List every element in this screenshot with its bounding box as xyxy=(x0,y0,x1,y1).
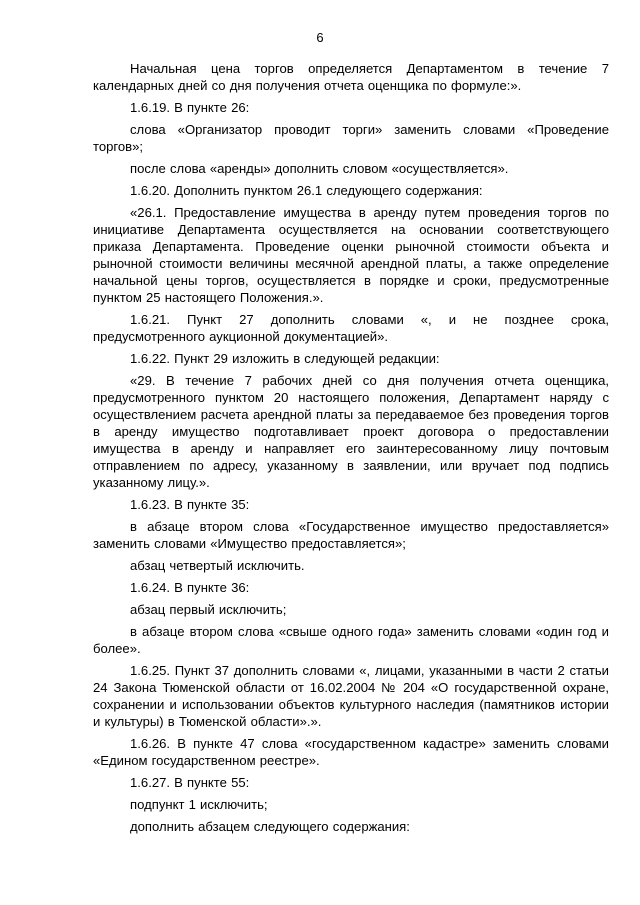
paragraph-abzac-vtoroy-36: в абзаце втором слова «свыше одного года» заменить словами «один год и более». xyxy=(93,624,609,656)
paragraph-dopolnit-abzacem: дополнить абзацем следующего содержания: xyxy=(130,819,410,834)
paragraph-1-6-25: 1.6.25. Пункт 37 дополнить словами «, лицами, указанными в части 2 статьи 24 Закона Тюменской области от 16.02.2004 № 204 «О государственной охране, сохранении и использовании объектов культурного наследия (памятников истории и культуры) в Тюменской области».». xyxy=(93,663,609,729)
paragraph-1-6-26: 1.6.26. В пункте 47 слова «государственном кадастре» заменить словами «Едином государственном реестре». xyxy=(93,736,609,768)
paragraph-1-6-23: 1.6.23. В пункте 35: xyxy=(130,497,250,512)
paragraph-abzac-pervyy: абзац первый исключить; xyxy=(130,602,287,617)
paragraph-26-1: «26.1. Предоставление имущества в аренду путем проведения торгов по инициативе Департамента осуществляется на основании соответствующего приказа Департамента. Проведение оценки рыночной стоимости объекта и рыночной стоимости величины месячной арендной платы, а также определение начальной цены торгов, осуществляется в порядке и сроки, предусмотренные пунктом 25 настоящего Положения.». xyxy=(93,205,609,305)
paragraph-1-6-24: 1.6.24. В пункте 36: xyxy=(130,580,250,595)
paragraph-organizer-words: слова «Организатор проводит торги» заменить словами «Проведение торгов»; xyxy=(93,122,609,154)
paragraph-29: «29. В течение 7 рабочих дней со дня получения отчета оценщика, предусмотренного пунктом 20 настоящего положения, Департамент наряду с осуществлением расчета арендной платы за передаваемое без проведения торгов в аренду имущество подготавливает проект договора о предоставлении имущества в аренду и направляет его заинтересованному лицу почтовым отправлением по адресу, указанному в заявлении, или вручает под подпись указанному лицу.». xyxy=(93,373,609,490)
page-number: 6 xyxy=(316,30,324,45)
document-body xyxy=(93,60,609,840)
paragraph-podpunkt-1: подпункт 1 исключить; xyxy=(130,797,268,812)
paragraph-1-6-21: 1.6.21. Пункт 27 дополнить словами «, и не позднее срока, предусмотренного аукционной документацией». xyxy=(93,312,609,344)
paragraph-after-word-arendy: после слова «аренды» дополнить словом «осуществляется». xyxy=(130,161,509,176)
paragraph-1-6-20: 1.6.20. Дополнить пунктом 26.1 следующего содержания: xyxy=(130,183,483,198)
paragraph-abzac-vtoroy-35: в абзаце втором слова «Государственное имущество предоставляется» заменить словами «Имущество предоставляется»; xyxy=(93,519,609,551)
paragraph-abzac-chetvertyy: абзац четвертый исключить. xyxy=(130,558,305,573)
paragraph-1-6-22: 1.6.22. Пункт 29 изложить в следующей редакции: xyxy=(130,351,440,366)
paragraph-1-6-27: 1.6.27. В пункте 55: xyxy=(130,775,250,790)
paragraph-1-6-19: 1.6.19. В пункте 26: xyxy=(130,100,250,115)
paragraph-initial-price: Начальная цена торгов определяется Департаментом в течение 7 календарных дней со дня получения отчета оценщика по формуле:». xyxy=(93,61,609,93)
